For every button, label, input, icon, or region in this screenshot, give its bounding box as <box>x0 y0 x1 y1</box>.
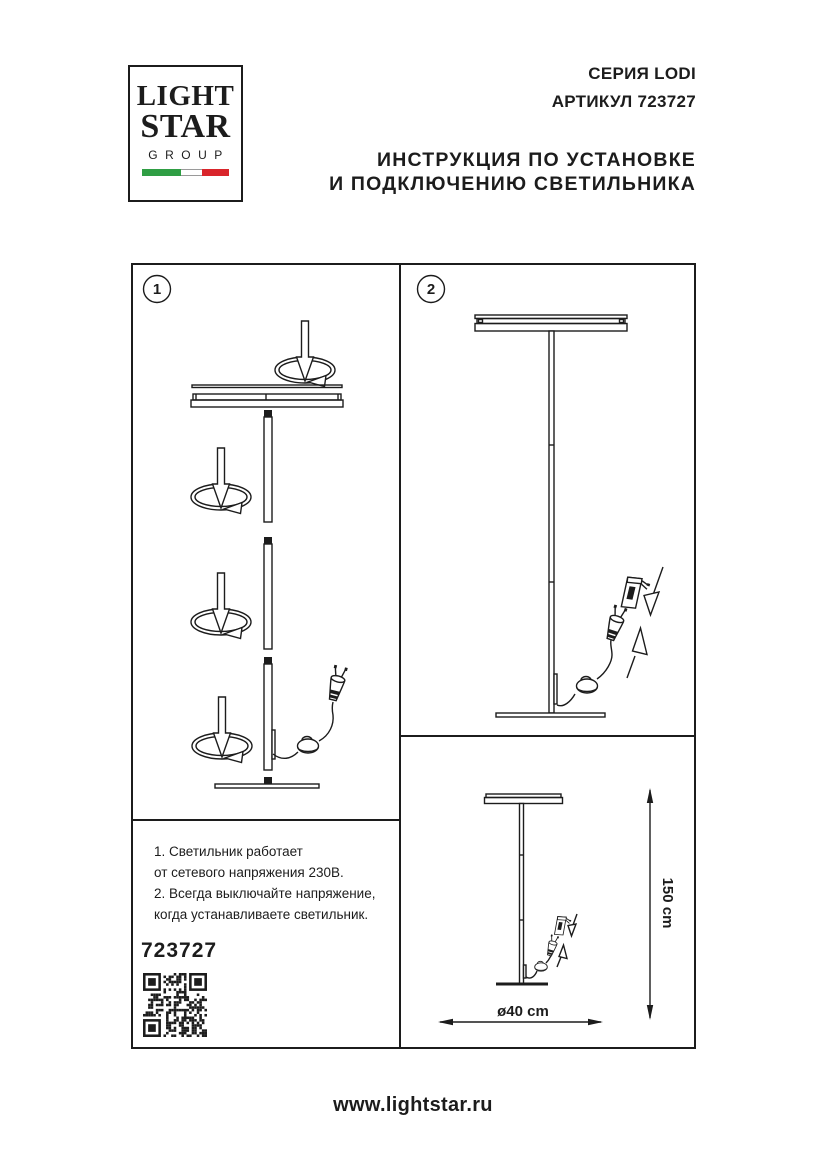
series-name: СЕРИЯ LODI <box>588 64 696 83</box>
rotate-arrow-icon <box>275 321 335 387</box>
foot-switch <box>535 961 548 971</box>
article-header: АРТИКУЛ 723727 <box>551 92 696 111</box>
note-line: от сетевого напряжения 230В. <box>154 865 344 880</box>
rotate-arrow-icon <box>191 448 251 514</box>
flag-red-stripe <box>202 169 229 176</box>
step2-assembled-drawing <box>401 265 696 735</box>
lamp-pole <box>549 331 557 713</box>
website-url: www.lightstar.ru <box>333 1094 493 1116</box>
height-dimension <box>647 788 676 1020</box>
document-title-line2: И ПОДКЛЮЧЕНИЮ СВЕТИЛЬНИКА <box>329 173 696 195</box>
step2-number-badge <box>418 276 445 303</box>
power-plug-icon <box>604 604 628 641</box>
logo-word-star: STAR <box>140 108 231 145</box>
qr-code <box>143 973 207 1037</box>
logo-word-light: LIGHT <box>136 80 235 112</box>
step1-number: 1 <box>152 281 162 298</box>
qr-code-wrap <box>143 973 399 1042</box>
lamp-head <box>475 315 627 331</box>
insert-down-arrow-icon <box>568 914 577 936</box>
lightstar-logo <box>128 65 243 202</box>
document-title-line1: ИНСТРУКЦИЯ ПО УСТАНОВКЕ <box>376 149 696 171</box>
base-plate <box>215 777 319 788</box>
insert-up-arrow-icon <box>627 628 647 678</box>
flag-white-stripe <box>181 169 202 176</box>
pole-segment-bottom <box>264 657 275 770</box>
rotate-arrow-icon <box>191 573 251 639</box>
insert-up-arrow-icon <box>557 945 567 967</box>
diameter-dimension <box>438 1003 603 1025</box>
foot-switch <box>577 677 598 694</box>
insert-down-arrow-icon <box>644 567 663 615</box>
foot-switch <box>298 737 319 754</box>
note-line: когда устанавливаете светильник. <box>154 907 369 922</box>
italian-flag-icon <box>142 169 229 176</box>
step1-panel <box>133 265 401 1047</box>
lamp-head <box>191 385 343 407</box>
rotate-arrow-icon <box>192 697 252 763</box>
pole-segment-top <box>264 410 272 522</box>
article-number: 723727 <box>141 939 218 962</box>
step2-number: 2 <box>426 281 436 298</box>
socket-connector-icon <box>618 574 651 613</box>
dimensions-drawing <box>401 735 696 1047</box>
base-plate <box>496 983 548 986</box>
height-dimension-label: 150 cm <box>659 877 676 929</box>
step1-number-badge <box>144 276 171 303</box>
base-plate <box>496 713 605 717</box>
document-title <box>329 148 696 196</box>
pole-segment-middle <box>264 537 272 649</box>
note-line: 1. Светильник работает <box>154 844 303 859</box>
flag-green-stripe <box>142 169 181 176</box>
lamp-pole <box>520 804 527 984</box>
note-line: 2. Всегда выключайте напряжение, <box>154 886 376 901</box>
document-header <box>329 60 696 196</box>
diameter-dimension-label: ø40 cm <box>497 1003 549 1020</box>
step2-panel <box>401 265 696 1047</box>
step1-notes-section <box>133 819 399 1047</box>
step1-assembly-drawing <box>133 265 399 819</box>
power-cord <box>557 640 612 706</box>
lamp-head <box>485 794 563 804</box>
power-plug-icon <box>326 665 348 702</box>
safety-notes <box>133 821 399 925</box>
instruction-panels <box>131 263 696 1049</box>
logo-word-group: GROUP <box>148 148 230 162</box>
power-plug-icon <box>545 934 559 956</box>
